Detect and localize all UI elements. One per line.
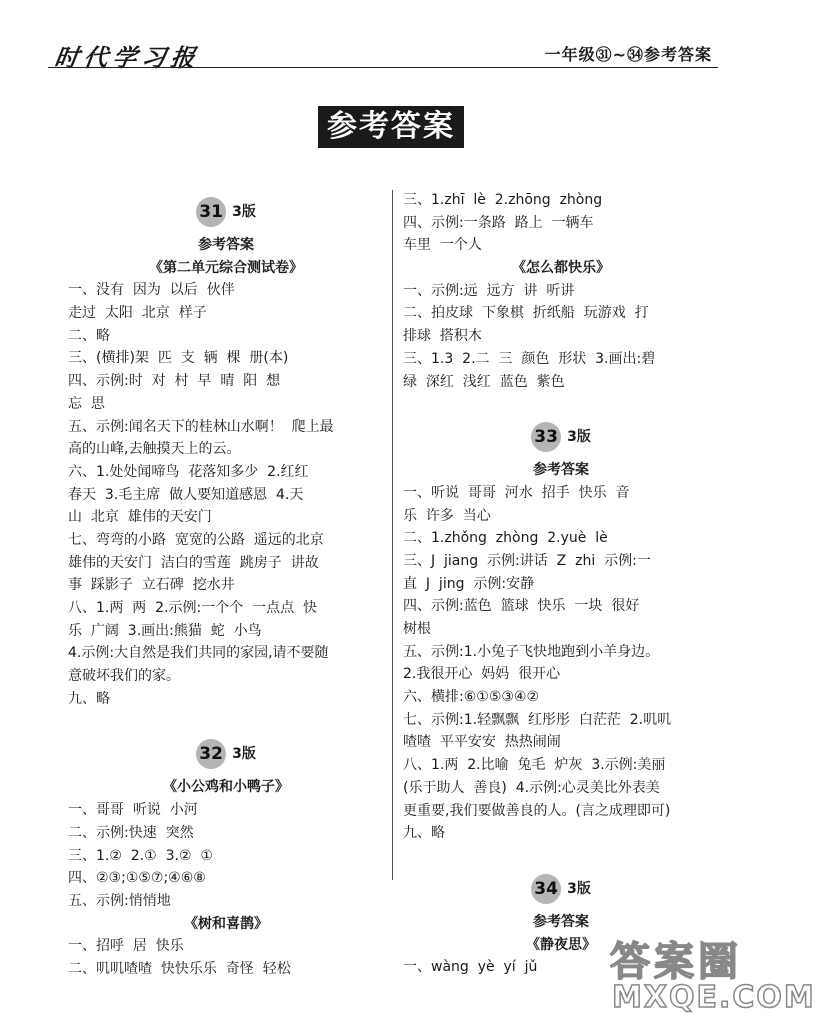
answer-line: 二、1.zhǒng zhòng 2.yuè lè <box>403 530 608 547</box>
continued-answers <box>403 189 719 257</box>
answer-line: 2.我很开心 妈妈 很开心 <box>403 666 561 683</box>
answer-line: 意破坏我们的家。 <box>68 668 180 685</box>
answer-line: 乐 广阔 3.画出:熊猫 蛇 小鸟 <box>68 622 262 639</box>
answer-line: 更重要,我们要做善良的人。(言之成理即可) <box>403 802 671 819</box>
right-column <box>403 189 719 979</box>
answer-line: 喳喳 平平安安 热热闹闹 <box>403 734 561 751</box>
watermark-url: MXQE.COM <box>612 980 816 1015</box>
header-rule <box>48 67 718 68</box>
answer-line: 直 J jing 示例:安静 <box>403 575 535 592</box>
answer-line: 二、示例:快速 突然 <box>68 824 194 841</box>
answer-line: 三、1.zhī lè 2.zhōng zhòng <box>403 192 603 208</box>
answer-line: 五、示例:1.小兔子飞快地跑到小羊身边。 <box>403 643 660 660</box>
answer-line: 九、略 <box>403 825 445 842</box>
header-grade-label: 一年级㉛~㉞参考答案 <box>544 45 712 64</box>
issue-32-answers-2 <box>68 935 384 980</box>
issue-page-label: 3版 <box>232 203 256 220</box>
issue-number-badge: 32 <box>196 739 226 769</box>
section-heading: 参考答案 <box>198 237 254 253</box>
answer-line: 七、示例:1.轻飘飘 红彤彤 白茫茫 2.叽叽 <box>403 711 672 728</box>
newspaper-logo: 时代学习报 <box>52 43 202 72</box>
answer-line: 九、略 <box>68 690 110 707</box>
answer-line: 二、叽叽喳喳 快快乐乐 奇怪 轻松 <box>68 960 291 977</box>
section-subtitle: 《静夜思》 <box>526 936 596 953</box>
section-heading: 参考答案 <box>533 913 589 930</box>
answer-line: 4.示例:大自然是我们共同的家园,请不要随 <box>68 645 329 662</box>
answer-line: 八、1.两 两 2.示例:一个个 一点点 快 <box>68 600 318 616</box>
section-subtitle: 《第二单元综合测试卷》 <box>149 259 303 276</box>
issue-page-label: 3版 <box>567 880 591 897</box>
issue-page-label: 3版 <box>567 428 591 445</box>
watermark-logo: 答案圈 <box>610 939 742 985</box>
answer-line: 排球 搭积木 <box>403 328 482 345</box>
answer-line: 一、哥哥 听说 小河 <box>68 802 198 819</box>
answer-line: (乐于助人 善良) 4.示例:心灵美比外表美 <box>403 779 660 796</box>
answer-line: 四、示例:一条路 路上 一辆车 <box>403 214 594 231</box>
answer-line: 树根 <box>403 621 431 637</box>
answer-line: 四、示例:蓝色 篮球 快乐 一块 很好 <box>403 598 640 615</box>
answer-line: 山 北京 雄伟的天安门 <box>68 509 212 526</box>
column-divider <box>392 190 393 880</box>
answer-line: 一、示例:远 远方 讲 听讲 <box>403 282 575 299</box>
issue-page-label: 3版 <box>232 746 256 763</box>
answer-line: 二、拍皮球 下象棋 折纸船 玩游戏 打 <box>403 305 649 322</box>
answer-line: 五、示例:悄悄地 <box>68 892 171 909</box>
answer-line: 三、(横排)架 匹 支 辆 棵 册(本) <box>68 350 289 367</box>
answer-line: 一、听说 哥哥 河水 招手 快乐 音 <box>403 484 630 501</box>
answer-line: 八、1.两 2.比喻 兔毛 炉灰 3.示例:美丽 <box>403 757 666 774</box>
section-subtitle: 《树和喜鹊》 <box>184 915 268 932</box>
answer-line: 一、招呼 居 快乐 <box>68 938 184 955</box>
answer-line: 二、略 <box>68 327 110 344</box>
answer-line: 车里 一个人 <box>403 237 482 254</box>
section-subtitle: 《怎么都快乐》 <box>512 260 610 277</box>
answer-line: 高的山峰,去触摸天上的云。 <box>68 441 241 458</box>
page-title: 参考答案 <box>318 106 464 148</box>
answer-line: 四、②③;①⑤⑦;④⑥⑧ <box>68 870 206 887</box>
happy-answers <box>403 280 719 393</box>
answer-line: 六、1.处处闻啼鸟 花落知多少 2.红红 <box>68 463 309 480</box>
issue-32-answers <box>68 799 384 912</box>
issue-34-header <box>403 867 719 911</box>
issue-number-badge: 33 <box>531 422 561 452</box>
answer-line: 忘 思 <box>68 395 105 412</box>
answer-line: 事 踩影子 立石碑 挖水井 <box>68 577 235 594</box>
answer-line: 一、wàng yè yí jǔ <box>403 959 538 976</box>
answer-line: 四、示例:时 对 村 早 晴 阳 想 <box>68 373 281 390</box>
issue-32-header <box>68 732 384 776</box>
answer-line: 六、横排:⑥①⑤③④② <box>403 689 540 706</box>
issue-number-badge: 31 <box>196 197 226 227</box>
answer-line: 三、J jiang 示例:讲话 Z zhi 示例:一 <box>403 552 651 569</box>
answer-line: 三、1.② 2.① 3.② ① <box>68 847 213 864</box>
answer-line: 七、弯弯的小路 宽宽的公路 遥远的北京 <box>68 531 324 548</box>
answer-line: 雄伟的天安门 洁白的雪莲 跳房子 讲故 <box>68 554 319 571</box>
issue-31-header <box>68 190 384 234</box>
section-subtitle: 《小公鸡和小鸭子》 <box>163 779 289 796</box>
issue-31-answers <box>68 279 384 710</box>
section-heading: 参考答案 <box>533 462 589 479</box>
issue-number-badge: 34 <box>531 874 561 904</box>
answer-line: 一、没有 因为 以后 伙伴 <box>68 282 235 299</box>
answer-line: 三、1.3 2.二 三 颜色 形状 3.画出:碧 <box>403 350 656 367</box>
issue-33-answers <box>403 482 719 845</box>
answer-line: 绿 深红 浅红 蓝色 紫色 <box>403 373 565 390</box>
issue-33-header <box>403 415 719 459</box>
answer-line: 乐 许多 当心 <box>403 507 491 524</box>
answer-line: 走过 太阳 北京 样子 <box>68 305 207 322</box>
answer-line: 春天 3.毛主席 做人要知道感恩 4.天 <box>68 486 304 503</box>
left-column <box>68 190 384 981</box>
answer-line: 五、示例:闻名天下的桂林山水啊！ 爬上最 <box>68 418 334 435</box>
